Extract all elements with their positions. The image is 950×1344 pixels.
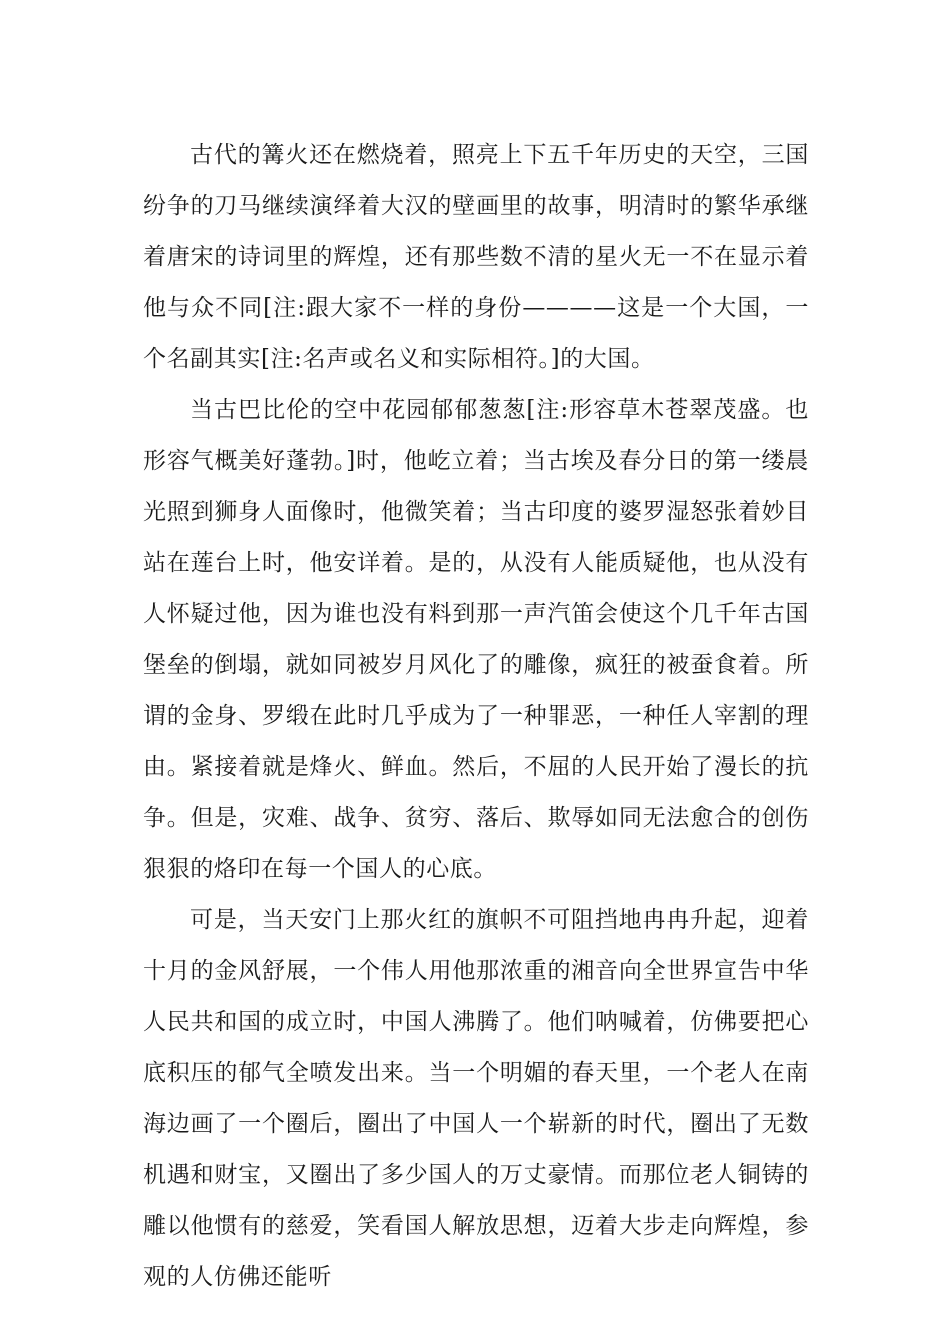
document-body [143, 130, 809, 1303]
paragraph-1: 古代的篝火还在燃烧着，照亮上下五千年历史的天空，三国纷争的刀马继续演绎着大汉的壁画里的故事，明清时的繁华承继着唐宋的诗词里的辉煌，还有那些数不清的星火无一不在显示着他与众不同[注:跟大家不一样的身份————这是一个大国，一个名副其实[注:名声或名义和实际相符。]的大国。 [143, 142, 809, 372]
paragraph-3: 可是，当天安门上那火红的旗帜不可阻挡地冉冉升起，迎着十月的金风舒展，一个伟人用他那浓重的湘音向全世界宣告中华人民共和国的成立时，中国人沸腾了。他们呐喊着，仿佛要把心底积压的郁气全喷发出来。当一个明媚的春天里，一个老人在南海边画了一个圈后，圈出了中国人一个崭新的时代，圈出了无数机遇和财宝，又圈出了多少国人的万丈豪情。而那位老人铜铸的雕以他惯有的慈爱，笑看国人解放思想，迈着大步走向辉煌，参观的人仿佛还能听 [143, 907, 809, 1290]
paragraph-2: 当古巴比伦的空中花园郁郁葱葱[注:形容草木苍翠茂盛。也形容气概美好蓬勃。]时，他屹立着；当古埃及春分日的第一缕晨光照到狮身人面像时，他微笑着；当古印度的婆罗湿怒张着妙目站在莲台上时，他安详着。是的，从没有人能质疑他，也从没有人怀疑过他，因为谁也没有料到那一声汽笛会使这个几千年古国堡垒的倒塌，就如同被岁月风化了的雕像，疯狂的被蚕食着。所谓的金身、罗缎在此时几乎成为了一种罪恶，一种任人宰割的理由。紧接着就是烽火、鲜血。然后，不屈的人民开始了漫长的抗争。但是，灾难、战争、贫穷、落后、欺辱如同无法愈合的创伤狠狠的烙印在每一个国人的心底。 [143, 397, 809, 882]
